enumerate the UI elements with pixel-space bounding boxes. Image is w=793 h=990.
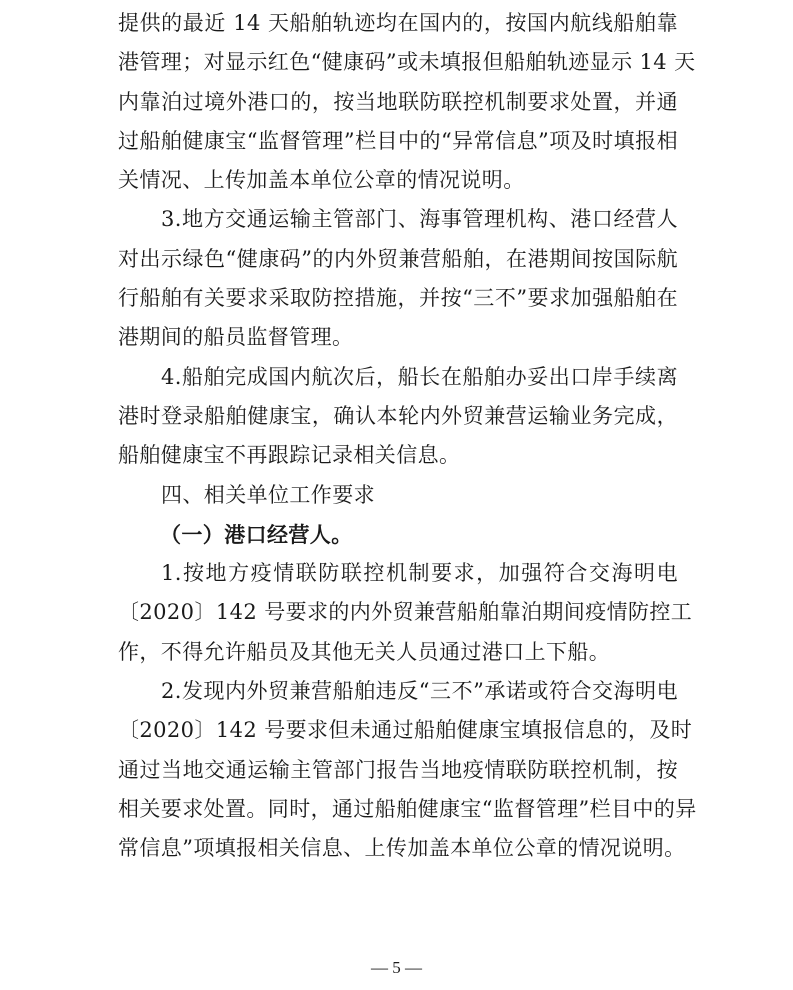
paragraph-line: 对出示绿色“健康码”的内外贸兼营船舶，在港期间按国际航 — [118, 246, 678, 271]
paragraph-line: 常信息”项填报相关信息、上传加盖本单位公章的情况说明。 — [118, 836, 686, 861]
paragraph-line: 港时登录船舶健康宝，确认本轮内外贸兼营运输业务完成， — [118, 403, 678, 428]
paragraph-line: 关情况、上传加盖本单位公章的情况说明。 — [118, 168, 525, 193]
paragraph-line: 〔2020〕142 号要求但未通过船舶健康宝填报信息的，及时 — [118, 718, 693, 743]
paragraph-line: 港期间的船员监督管理。 — [118, 325, 354, 350]
paragraph-line: 船舶健康宝不再跟踪记录相关信息。 — [118, 443, 461, 468]
document-page — [118, 4, 697, 869]
paragraph-line: 内靠泊过境外港口的，按当地联防联控机制要求处置，并通 — [118, 89, 678, 114]
paragraph-line: 4.船舶完成国内航次后，船长在船舶办妥出口岸手续离 — [161, 364, 678, 389]
paragraph-line: 过船舶健康宝“监督管理”栏目中的“异常信息”项及时填报相 — [118, 128, 678, 153]
page-number: — 5 — — [371, 958, 422, 977]
paragraph-line: 3.地方交通运输主管部门、海事管理机构、港口经营人 — [161, 207, 678, 232]
paragraph-line: 2.发现内外贸兼营船舶违反“三不”承诺或符合交海明电 — [161, 679, 678, 704]
subsection-heading: （一）港口经营人。 — [160, 521, 353, 547]
paragraph-line: 行船舶有关要求采取防控措施，并按“三不”要求加强船舶在 — [118, 286, 678, 311]
paragraph-line: 通过当地交通运输主管部门报告当地疫情联防联控机制，按 — [118, 757, 678, 782]
paragraph-line: 作，不得允许船员及其他无关人员通过港口上下船。 — [118, 639, 611, 664]
paragraph-line: 相关要求处置。同时，通过船舶健康宝“监督管理”栏目中的异 — [118, 796, 697, 821]
paragraph-line: 提供的最近 14 天船舶轨迹均在国内的，按国内航线船舶靠 — [118, 11, 678, 35]
paragraph-line: 港管理；对显示红色“健康码”或未填报但船舶轨迹显示 14 天 — [118, 50, 696, 75]
paragraph-line: 〔2020〕142 号要求的内外贸兼营船舶靠泊期间疫情防控工 — [118, 600, 693, 625]
paragraph-line: 1.按地方疫情联防联控机制要求，加强符合交海明电 — [161, 561, 678, 586]
section-heading: 四、相关单位工作要求 — [161, 482, 375, 507]
